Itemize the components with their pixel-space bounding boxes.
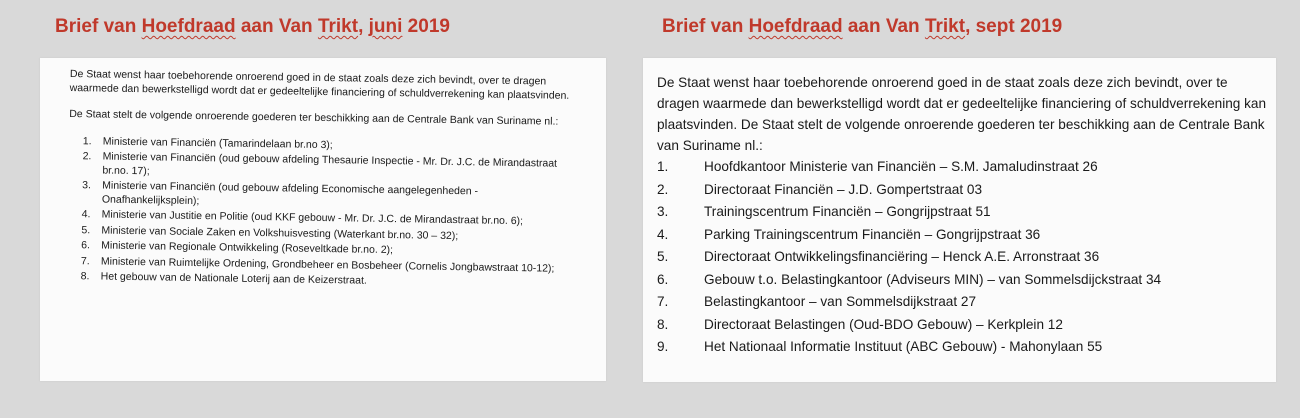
list-item-text: Ministerie van Financiën (oud gebouw afdeling Thesaurie Inspectie - Mr. Dr. J.C. de Mirandastraat br.no. 17); <box>102 150 558 177</box>
list-item-text: Directoraat Belastingen (Oud-BDO Gebouw) – Kerkplein 12 <box>704 316 1063 332</box>
list-item-number: 7. <box>657 294 669 309</box>
list-item-number: 3. <box>82 179 92 192</box>
left-heading-date: juni <box>368 16 403 37</box>
right-property-list <box>657 156 1267 359</box>
right-heading-mid: aan Van <box>842 16 925 37</box>
list-item-number: 1. <box>82 134 92 147</box>
list-item-text: Trainingscentrum Financiën – Gongrijpstraat 51 <box>704 204 991 219</box>
left-heading-name2: Trikt <box>317 16 359 37</box>
list-item-number: 1. <box>657 159 669 174</box>
left-paragraph-2: De Staat stelt de volgende onroerende goederen ter beschikking aan de Centrale Bank van Suriname nl.: <box>69 107 559 128</box>
list-item-text: Ministerie van Financiën (Tamarindelaan br.no 3); <box>102 135 333 151</box>
list-item <box>657 336 1267 359</box>
left-heading <box>55 16 450 38</box>
list-item-number: 3. <box>657 204 669 219</box>
left-heading-prefix: Brief van <box>55 16 142 37</box>
left-heading-sep: , <box>358 16 369 37</box>
left-heading-name: Hoefdraad <box>141 16 236 37</box>
left-letter-body <box>67 68 570 293</box>
list-item-text: Ministerie van Justitie en Politie (oud KKF gebouw - Mr. Dr. J.C. de Mirandastraat br.no. 6); <box>101 208 524 228</box>
list-item-number: 9. <box>657 339 669 354</box>
list-item-text: Directoraat Financiën – J.D. Gompertstraat 03 <box>704 181 983 197</box>
list-item-text: Gebouw t.o. Belastingkantoor (Adviseurs MIN) – van Sommelsdijckstraat 34 <box>704 271 1162 287</box>
list-item <box>657 269 1267 292</box>
list-item-number: 6. <box>81 239 91 252</box>
list-item-number: 2. <box>657 181 669 197</box>
list-item-number: 6. <box>657 271 669 287</box>
right-letter-body <box>657 72 1267 359</box>
right-heading-name: Hoefdraad <box>748 16 843 37</box>
list-item-number: 2. <box>82 150 92 163</box>
list-item-text: Directoraat Ontwikkelingsfinanciëring – Henck A.E. Arronstraat 36 <box>704 249 1100 264</box>
list-item <box>657 224 1267 247</box>
list-item-number: 7. <box>80 254 90 267</box>
right-heading-rest: , sept 2019 <box>965 16 1063 37</box>
left-heading-year: 2019 <box>402 16 450 37</box>
list-item-text: Ministerie van Regionale Ontwikkeling (Roseveltkade br.no. 2); <box>101 239 394 257</box>
list-item <box>657 291 1267 314</box>
list-item <box>657 156 1267 179</box>
list-item-text: Hoofdkantoor Ministerie van Financiën – S.M. Jamaludinstraat 26 <box>704 159 1098 174</box>
list-item-number: 8. <box>80 270 90 283</box>
list-item-text: Het gebouw van de Nationale Loterij aan de Keizerstraat. <box>100 270 367 287</box>
list-item-text: Parking Trainingscentrum Financiën – Gongrijpstraat 36 <box>704 226 1041 242</box>
right-paragraph: De Staat wenst haar toebehorende onroerend goed in de staat zoals deze zich bevindt, over te dragen waarmede dan bewerkstelligd wordt dat er gedeeltelijke financiering of schuldverrekening kan plaatsvinden. De Staat stelt de volgende onroerende goederen ter beschikking aan de Centrale Bank van Suriname nl.: <box>657 75 1267 153</box>
left-letter-scan <box>40 58 606 381</box>
list-item-number: 5. <box>81 223 91 236</box>
list-item-text: Ministerie van Sociale Zaken en Volkshuisvesting (Waterkant br.no. 30 – 32); <box>101 224 459 242</box>
list-item-number: 8. <box>657 316 669 332</box>
list-item <box>657 246 1267 269</box>
left-heading-mid: aan Van <box>235 16 318 37</box>
right-heading-prefix: Brief van <box>662 16 749 37</box>
list-item <box>657 179 1267 202</box>
left-property-list <box>67 134 569 291</box>
left-paragraph-1: De Staat wenst haar toebehorende onroerend goed in de staat zoals deze zich bevindt, over te dragen waarmede dan bewerkstelligd wordt dat er gedeeltelijke financiering of schuldverrekening kan plaatsvinden. <box>69 68 570 102</box>
list-item-text: Het Nationaal Informatie Instituut (ABC Gebouw) - Mahonylaan 55 <box>704 339 1103 354</box>
list-item-text: Ministerie van Ruimtelijke Ordening, Grondbeheer en Bosbeheer (Cornelis Jongbawstraat 10-12); <box>100 255 555 275</box>
list-item-text: Belastingkantoor – van Sommelsdijkstraat 27 <box>704 294 977 309</box>
right-letter-scan <box>643 58 1276 382</box>
list-item-number: 5. <box>657 249 669 264</box>
list-item <box>657 314 1267 337</box>
list-item-text: Ministerie van Financiën (oud gebouw afdeling Economische aangelegenheden - Onafhankelijksplein); <box>101 179 479 207</box>
list-item <box>657 201 1267 224</box>
right-heading <box>662 16 1062 38</box>
list-item-number: 4. <box>657 226 669 242</box>
right-heading-name2: Trikt <box>924 16 966 37</box>
list-item-number: 4. <box>81 208 91 221</box>
